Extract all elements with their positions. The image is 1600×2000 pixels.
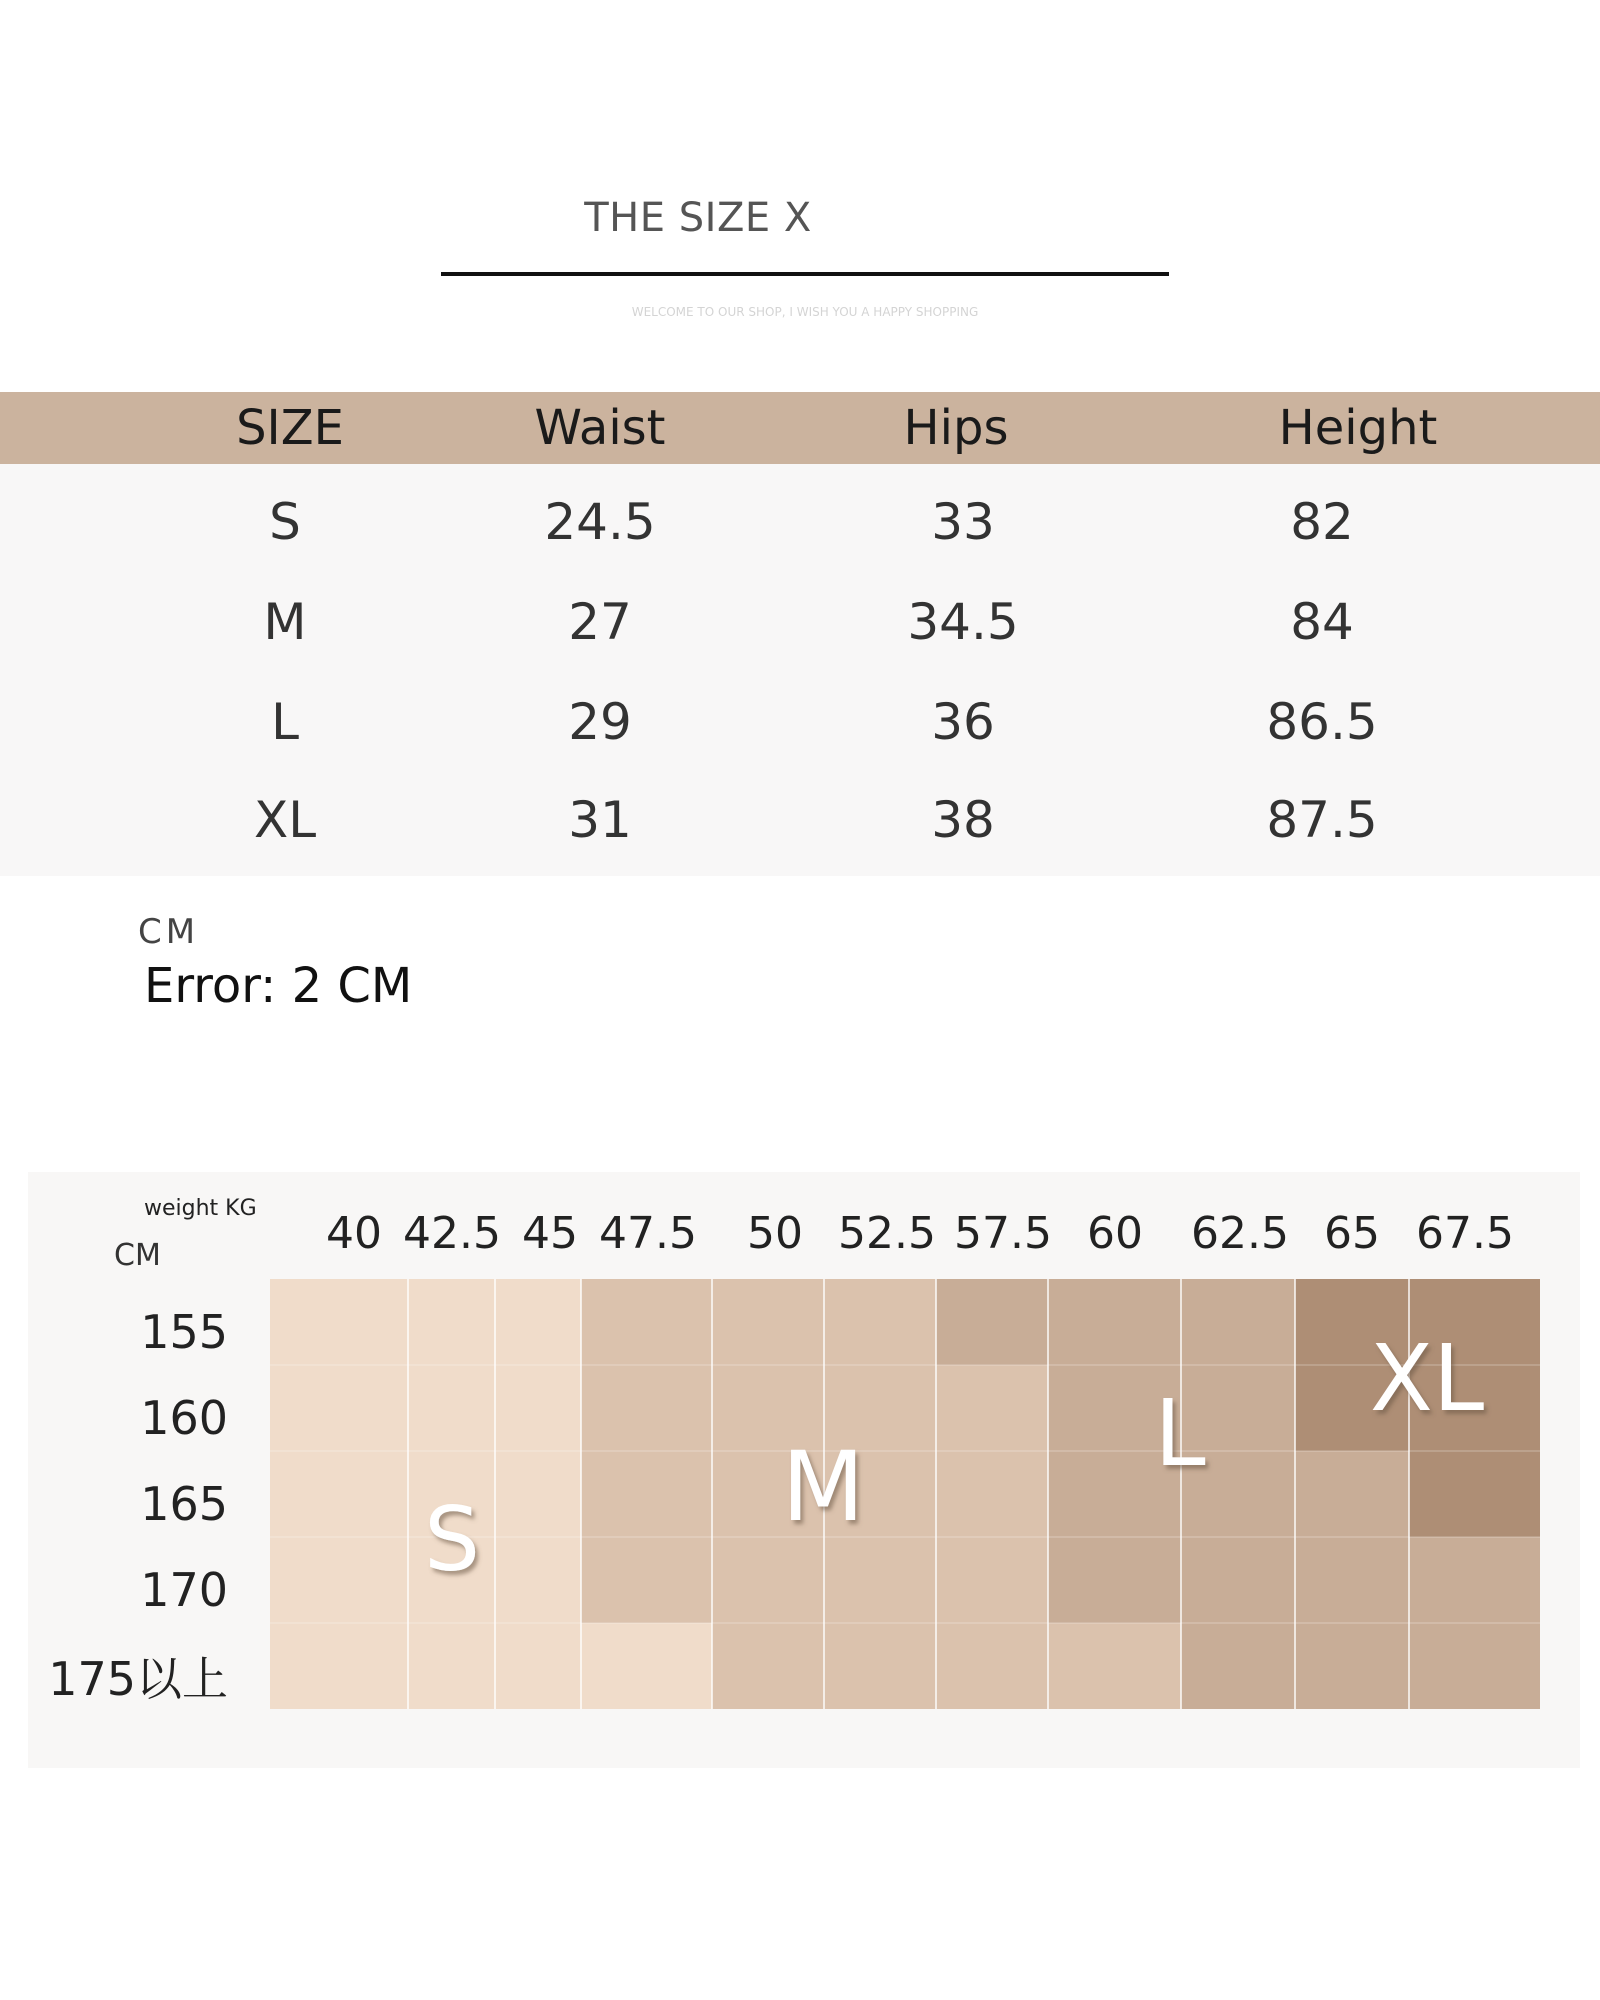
grid-cell-l bbox=[1181, 1279, 1295, 1365]
hips-cell: 34.5 bbox=[907, 593, 1019, 651]
height-cell: 84 bbox=[1290, 593, 1354, 651]
height-cell: 86.5 bbox=[1266, 693, 1378, 751]
grid-cell-s bbox=[270, 1623, 408, 1709]
height-tick: 160 bbox=[140, 1391, 228, 1445]
grid-cell-m bbox=[936, 1537, 1048, 1623]
size-cell: S bbox=[269, 493, 301, 551]
weight-tick: 42.5 bbox=[403, 1208, 501, 1259]
grid-cell-l bbox=[1181, 1623, 1295, 1709]
height-cell: 82 bbox=[1290, 493, 1354, 551]
grid-cell-m bbox=[712, 1537, 824, 1623]
height-tick: 165 bbox=[140, 1477, 228, 1531]
size-cell: XL bbox=[253, 791, 317, 849]
grid-cell-s bbox=[270, 1451, 408, 1537]
size-zone-label: S bbox=[424, 1488, 480, 1591]
grid-cell-m bbox=[581, 1451, 712, 1537]
grid-cell-m bbox=[712, 1623, 824, 1709]
grid-cell-s bbox=[408, 1623, 495, 1709]
weight-axis-label: weight KG bbox=[144, 1196, 257, 1221]
weight-tick: 50 bbox=[747, 1208, 803, 1259]
error-note: Error: 2 CM bbox=[144, 958, 413, 1014]
grid-cell-s bbox=[581, 1623, 712, 1709]
grid-cell-l bbox=[1295, 1451, 1409, 1537]
weight-tick: 40 bbox=[326, 1208, 382, 1259]
waist-cell: 29 bbox=[568, 693, 632, 751]
grid-cell-m bbox=[581, 1365, 712, 1451]
height-tick: 155 bbox=[140, 1305, 228, 1359]
weight-tick: 47.5 bbox=[599, 1208, 697, 1259]
waist-cell: 31 bbox=[568, 791, 632, 849]
grid-cell-l bbox=[1048, 1279, 1181, 1365]
grid-cell-m bbox=[581, 1279, 712, 1365]
grid-cell-s bbox=[495, 1279, 581, 1365]
column-header-size: SIZE bbox=[236, 400, 344, 456]
grid-cell-l bbox=[1295, 1623, 1409, 1709]
height-tick: 175以上 bbox=[48, 1652, 228, 1706]
grid-cell-s bbox=[408, 1279, 495, 1365]
grid-cell-m bbox=[824, 1279, 936, 1365]
grid-cell-s bbox=[408, 1365, 495, 1451]
grid-cell-m bbox=[1048, 1623, 1181, 1709]
grid-cell-s bbox=[270, 1537, 408, 1623]
grid-cell-m bbox=[936, 1623, 1048, 1709]
grid-cell-l bbox=[936, 1279, 1048, 1365]
weight-tick: 60 bbox=[1087, 1208, 1143, 1259]
waist-cell: 27 bbox=[568, 593, 632, 651]
weight-tick: 45 bbox=[522, 1208, 578, 1259]
column-header-height: Height bbox=[1278, 400, 1438, 456]
weight-tick: 57.5 bbox=[954, 1208, 1052, 1259]
grid-cell-s bbox=[270, 1365, 408, 1451]
size-zone-label: M bbox=[781, 1431, 865, 1543]
grid-cell-l bbox=[1181, 1537, 1295, 1623]
height-tick: 170 bbox=[140, 1563, 228, 1617]
grid-cell-s bbox=[495, 1451, 581, 1537]
grid-cell-s bbox=[495, 1537, 581, 1623]
size-subtitle: WELCOME TO OUR SHOP, I WISH YOU A HAPPY SHOPPING bbox=[631, 305, 979, 319]
weight-tick: 65 bbox=[1324, 1208, 1380, 1259]
grid-cell-m bbox=[824, 1537, 936, 1623]
grid-cell-m bbox=[581, 1537, 712, 1623]
grid-cell-m bbox=[936, 1451, 1048, 1537]
hips-cell: 38 bbox=[931, 791, 995, 849]
grid-cell-s bbox=[270, 1279, 408, 1365]
size-cell: M bbox=[263, 593, 307, 651]
weight-tick: 62.5 bbox=[1191, 1208, 1289, 1259]
size-zone-label: L bbox=[1154, 1380, 1206, 1487]
grid-cell-l bbox=[1409, 1623, 1540, 1709]
size-zone-label: XL bbox=[1369, 1325, 1485, 1432]
grid-cell-s bbox=[495, 1623, 581, 1709]
grid-cell-l bbox=[1409, 1537, 1540, 1623]
column-header-waist: Waist bbox=[534, 400, 666, 456]
grid-cell-xl bbox=[1409, 1451, 1540, 1537]
hips-cell: 33 bbox=[931, 493, 995, 551]
grid-cell-m bbox=[824, 1623, 936, 1709]
grid-cell-m bbox=[712, 1279, 824, 1365]
size-cell: L bbox=[271, 693, 299, 751]
grid-cell-l bbox=[1048, 1537, 1181, 1623]
height-axis-label: CM bbox=[114, 1238, 161, 1273]
size-title: THE SIZE X bbox=[584, 195, 812, 241]
unit-note: CM bbox=[138, 912, 200, 952]
weight-tick: 67.5 bbox=[1416, 1208, 1514, 1259]
waist-cell: 24.5 bbox=[544, 493, 656, 551]
grid-cell-m bbox=[936, 1365, 1048, 1451]
grid-cell-s bbox=[495, 1365, 581, 1451]
height-cell: 87.5 bbox=[1266, 791, 1378, 849]
weight-tick: 52.5 bbox=[838, 1208, 936, 1259]
column-header-hips: Hips bbox=[903, 400, 1009, 456]
grid-cell-l bbox=[1295, 1537, 1409, 1623]
hips-cell: 36 bbox=[931, 693, 995, 751]
